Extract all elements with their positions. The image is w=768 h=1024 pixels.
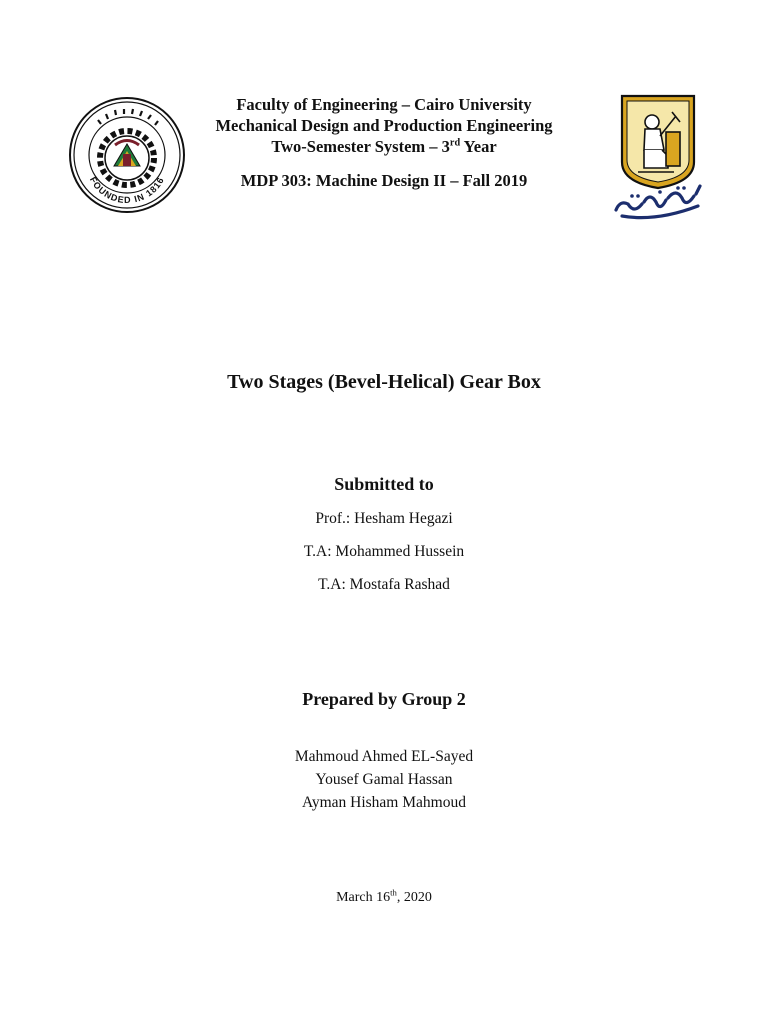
seal-ring-text: FOUNDED IN 1816 <box>87 175 167 206</box>
cairo-university-logo <box>608 92 708 222</box>
submitted-heading: Submitted to <box>334 474 434 494</box>
faculty-line: Faculty of Engineering – Cairo University <box>236 95 532 114</box>
submitted-person: T.A: Mohammed Hussein <box>303 543 465 560</box>
document-title: Two Stages (Bevel-Helical) Gear Box <box>227 371 541 393</box>
arabic-calligraphy <box>616 186 700 218</box>
group-member: Mahmoud Ahmed EL-Sayed <box>294 748 474 765</box>
group-member: Yousef Gamal Hassan <box>315 771 453 788</box>
department-line: Mechanical Design and Production Engineering <box>215 116 553 135</box>
submission-date: March 16th, 2020 <box>336 887 432 905</box>
system-line: Two-Semester System – 3rd Year <box>271 137 497 156</box>
course-line: MDP 303: Machine Design II – Fall 2019 <box>240 171 528 190</box>
submitted-person: T.A: Mostafa Rashad <box>318 576 450 593</box>
prepared-heading: Prepared by Group 2 <box>302 689 466 709</box>
group-member: Ayman Hisham Mahmoud <box>302 794 466 811</box>
submitted-person: Prof.: Hesham Hegazi <box>315 510 453 527</box>
